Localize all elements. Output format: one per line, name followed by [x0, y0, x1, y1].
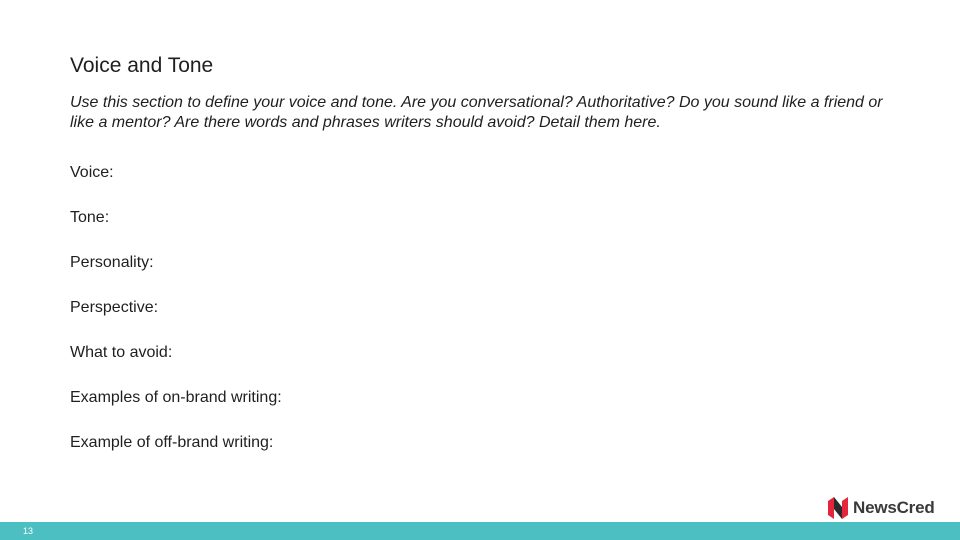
- intro-text: Use this section to define your voice and tone. Are you conversational? Authoritative? Do you sound like a friend or like a mentor? Are there words and phrases writers should avoid? Detail them here.: [70, 94, 883, 131]
- field-voice: Voice:: [70, 164, 114, 181]
- logo-text: NewsCred: [853, 498, 935, 517]
- field-on-brand-examples: Examples of on-brand writing:: [70, 389, 282, 406]
- footer-bar: [0, 522, 960, 540]
- field-what-to-avoid: What to avoid:: [70, 344, 173, 361]
- field-personality: Personality:: [70, 254, 154, 271]
- newscred-logo: [828, 496, 935, 520]
- slide-title: Voice and Tone: [70, 54, 214, 77]
- page-number: 13: [23, 526, 34, 536]
- newscred-logo-icon: [828, 497, 848, 519]
- field-tone: Tone:: [70, 209, 110, 226]
- field-perspective: Perspective:: [70, 299, 159, 316]
- field-off-brand-example: Example of off-brand writing:: [70, 434, 274, 451]
